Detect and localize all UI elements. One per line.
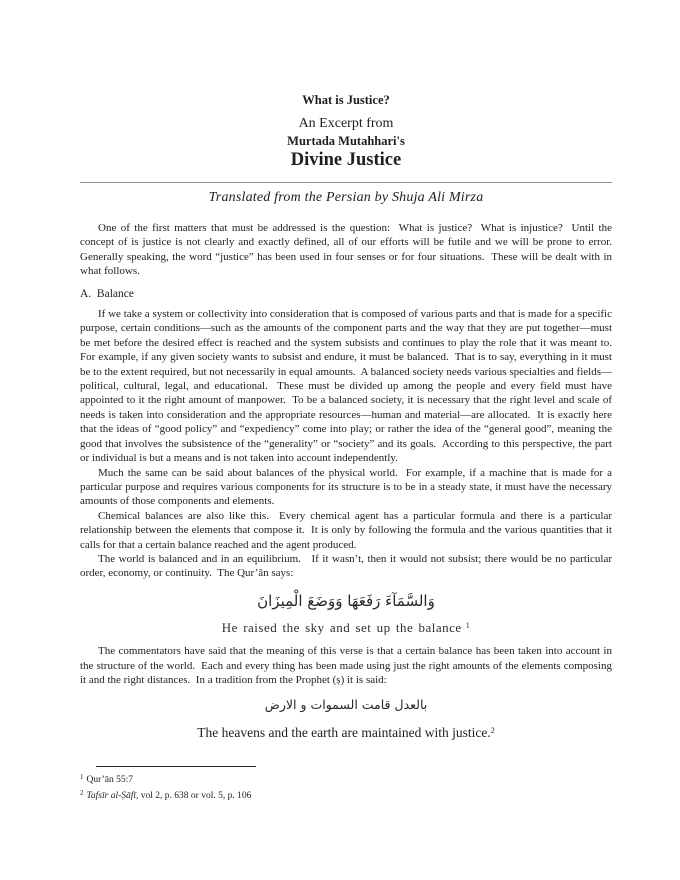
footnote-1-text: Qur’ān 55:7 (86, 775, 134, 786)
excerpt-line: An Excerpt from (298, 116, 394, 131)
quran-verse-arabic: وَالسَّمَآءَ رَفَعَهَا وَوَضَعَ الْمِيزَانَ (257, 591, 435, 610)
footnote-2-number: 2 (80, 788, 84, 797)
work-title: Divine Justice (290, 150, 402, 170)
quran-verse-translation (80, 621, 612, 635)
footnotes-block (80, 766, 612, 802)
footnote-1 (80, 771, 612, 786)
author-name: Murtada Mutahhari's (287, 134, 405, 148)
paragraph-intro: One of the first matters that must be addressed is the question: What is justice? What is injustice? Until the concept of is justice is not clearly and exactly defined, all of our efforts will be futile and we will be prone to error. Generally speaking, the word “justice” has been used in four senses or for four situations. These will be dealt with in what follows. (80, 222, 618, 278)
footnote-ref-1: 1 (465, 620, 471, 630)
translator-line: Translated from the Persian by Shuja Ali Mirza (208, 190, 484, 205)
footnote-ref-2: 2 (490, 726, 495, 736)
footnote-1-number: 1 (80, 773, 84, 782)
footnote-2 (80, 787, 612, 802)
page-content (80, 0, 621, 741)
paragraph-balance: If we take a system or collectivity into consideration that is composed of various parts and that is made for a specific purpose, certain conditions—such as the amounts of the component parts and the way that they are put together—must be met before the desired effect is reached and the system subsists and continues to play the role that it was meant to. For example, if any given society wants to subsist and endure, it must be balanced. That is to say, everything in it must be to the extent required, but not necessarily in equal amounts. A balanced society needs various specialties and fields—political, cultural, legal, and educational. These must be divided up among the people and every field must have appointed to it the right amount of manpower. To be a balanced society, it is necessary that the right level and scale of needs is taken into consideration and the appropriate resources—human and material—are allocated. It is exactly here that the ideas of “good policy” and “expediency” come into play; or rather the idea of the “general good”, meaning the good that involves the subsistence of the “generality” or “society” and its goals. According to this perspective, the part or individual is but a means and is not taken into account independently. (80, 308, 621, 465)
paragraph-physical-balances: Much the same can be said about balances of the physical world. For example, if a machine that is made for a particular purpose and requires various components for its structure is to be in a steady state, it must have the necessary amounts of those components and elements. (80, 466, 615, 508)
quran-translation-text: He raised the sky and set up the balance (221, 619, 462, 635)
body-text (80, 221, 621, 741)
paragraph-world-equilibrium: The world is balanced and in an equilibrium. If it wasn’t, then it would not subsist; there would be no particular order, economy, or continuity. The Qur’ān says: (80, 552, 615, 580)
hadith-translation-text: The heavens and the earth are maintained with justice. (197, 725, 491, 741)
footnote-2-text: , vol 2, p. 638 or vol. 5, p. 106 (136, 790, 252, 801)
page-title: What is Justice? (302, 93, 390, 107)
footnote-2-source: Tafsīr al-Ṣāfī (86, 790, 137, 801)
footnote-separator (96, 766, 256, 767)
title-block (80, 93, 612, 206)
hadith-arabic: بالعدل قامت السموات و الارض (264, 697, 428, 713)
paragraph-commentators: The commentators have said that the meaning of this verse is that a certain balance has been taken into account in the structure of the world. Each and every thing has been made using just the right amounts of the elements composing it and the right distances. In a tradition from the Prophet (ṣ) it is said: (80, 645, 615, 686)
header-divider (80, 182, 612, 183)
section-heading-balance: A. Balance (80, 287, 134, 300)
hadith-translation (80, 726, 612, 740)
paragraph-chemical-balances: Chemical balances are also like this. Every chemical agent has a particular formula and there is a particular relationship between the elements that compose it. It is only by following the formula and the various quantities that it calls for that a certain balance reached and the agent produced. (80, 509, 615, 551)
